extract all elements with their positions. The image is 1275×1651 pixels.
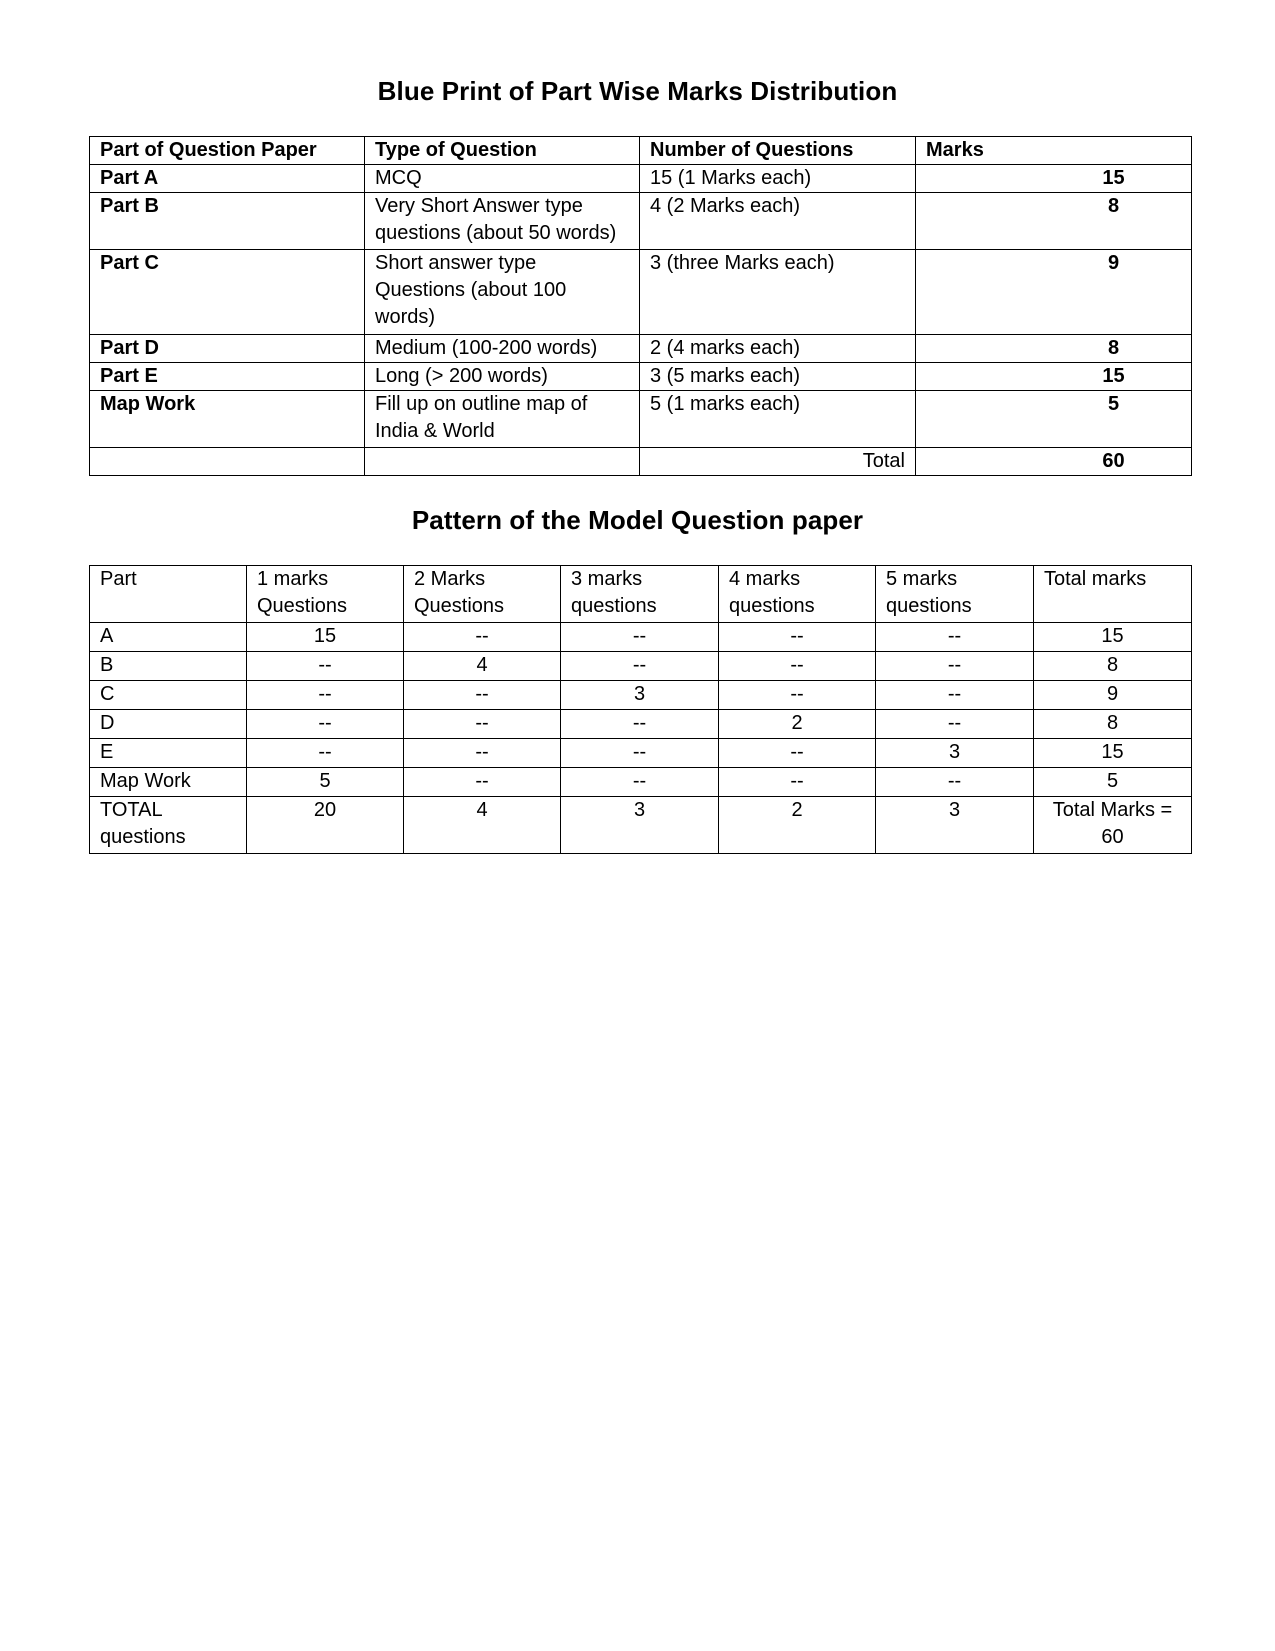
total-label: Total [640, 448, 916, 476]
value-cell: -- [404, 739, 561, 768]
empty-cell [90, 448, 365, 476]
table-header-row [90, 566, 1192, 623]
value-cell: -- [719, 623, 876, 652]
table-row [90, 681, 1192, 710]
table-row [90, 710, 1192, 739]
part-cell: Part B [90, 193, 365, 250]
type-cell: Medium (100-200 words) [365, 335, 640, 363]
total-row [90, 448, 1192, 476]
header-cell: 5 marks questions [876, 566, 1034, 623]
value-cell: -- [719, 768, 876, 797]
value-cell: -- [247, 681, 404, 710]
value-cell: -- [561, 768, 719, 797]
type-cell: Long (> 200 words) [365, 363, 640, 391]
value-cell: 3 [561, 681, 719, 710]
value-cell: -- [719, 739, 876, 768]
number-cell: 3 (three Marks each) [640, 250, 916, 335]
total-value: 60 [916, 448, 1192, 476]
blueprint-table [89, 136, 1192, 476]
type-cell: MCQ [365, 165, 640, 193]
table-row [90, 768, 1192, 797]
value-cell: -- [247, 739, 404, 768]
total-row [90, 797, 1192, 854]
blueprint-title: Blue Print of Part Wise Marks Distribution [377, 76, 898, 106]
pattern-title: Pattern of the Model Question paper [411, 505, 864, 535]
part-cell: C [90, 681, 247, 710]
pattern-table [89, 565, 1192, 854]
part-cell: Map Work [90, 768, 247, 797]
part-cell: B [90, 652, 247, 681]
value-cell: -- [561, 623, 719, 652]
part-cell: Part E [90, 363, 365, 391]
part-cell: Part C [90, 250, 365, 335]
value-cell: 15 [247, 623, 404, 652]
value-cell: -- [404, 710, 561, 739]
header-cell: Marks [916, 137, 1192, 165]
value-cell: -- [876, 652, 1034, 681]
total-cell: 5 [1034, 768, 1192, 797]
value-cell: -- [876, 768, 1034, 797]
table-row [90, 391, 1192, 448]
type-cell: Short answer type Questions (about 100 words) [365, 250, 640, 335]
value-cell: 20 [247, 797, 404, 854]
value-cell: 3 [561, 797, 719, 854]
value-cell: -- [404, 623, 561, 652]
total-cell: 8 [1034, 710, 1192, 739]
marks-cell: 15 [916, 165, 1192, 193]
table-row [90, 250, 1192, 335]
marks-cell: 9 [916, 250, 1192, 335]
marks-cell: 8 [916, 193, 1192, 250]
table-row [90, 739, 1192, 768]
table-row [90, 193, 1192, 250]
table-header-row [90, 137, 1192, 165]
total-cell: 15 [1034, 739, 1192, 768]
part-cell: D [90, 710, 247, 739]
value-cell: 3 [876, 797, 1034, 854]
value-cell: -- [404, 768, 561, 797]
value-cell: -- [404, 681, 561, 710]
header-cell: Total marks [1034, 566, 1192, 623]
value-cell: -- [719, 652, 876, 681]
number-cell: 2 (4 marks each) [640, 335, 916, 363]
value-cell: -- [247, 652, 404, 681]
type-cell: Very Short Answer type questions (about 50 words) [365, 193, 640, 250]
table-row [90, 652, 1192, 681]
value-cell: -- [719, 681, 876, 710]
marks-cell: 15 [916, 363, 1192, 391]
value-cell: -- [561, 710, 719, 739]
marks-cell: 5 [916, 391, 1192, 448]
part-cell: Part D [90, 335, 365, 363]
number-cell: 4 (2 Marks each) [640, 193, 916, 250]
table-row [90, 363, 1192, 391]
value-cell: 3 [876, 739, 1034, 768]
value-cell: -- [876, 710, 1034, 739]
marks-cell: 8 [916, 335, 1192, 363]
value-cell: -- [876, 623, 1034, 652]
part-cell: Map Work [90, 391, 365, 448]
value-cell: -- [876, 681, 1034, 710]
table-row [90, 623, 1192, 652]
value-cell: 4 [404, 797, 561, 854]
part-cell: A [90, 623, 247, 652]
header-cell: Number of Questions [640, 137, 916, 165]
value-cell: 2 [719, 710, 876, 739]
header-cell: Type of Question [365, 137, 640, 165]
value-cell: -- [561, 739, 719, 768]
header-cell: 2 Marks Questions [404, 566, 561, 623]
total-cell: 9 [1034, 681, 1192, 710]
total-cell: 8 [1034, 652, 1192, 681]
value-cell: 4 [404, 652, 561, 681]
value-cell: 5 [247, 768, 404, 797]
type-cell: Fill up on outline map of India & World [365, 391, 640, 448]
value-cell: -- [561, 652, 719, 681]
empty-cell [365, 448, 640, 476]
number-cell: 5 (1 marks each) [640, 391, 916, 448]
part-cell: Part A [90, 165, 365, 193]
part-cell: E [90, 739, 247, 768]
header-cell: 3 marks questions [561, 566, 719, 623]
value-cell: -- [247, 710, 404, 739]
table-row [90, 165, 1192, 193]
total-cell: Total Marks = 60 [1034, 797, 1192, 854]
value-cell: 2 [719, 797, 876, 854]
total-cell: 15 [1034, 623, 1192, 652]
header-cell: Part [90, 566, 247, 623]
header-cell: 1 marks Questions [247, 566, 404, 623]
header-cell: Part of Question Paper [90, 137, 365, 165]
table-row [90, 335, 1192, 363]
part-cell: TOTAL questions [90, 797, 247, 854]
header-cell: 4 marks questions [719, 566, 876, 623]
number-cell: 15 (1 Marks each) [640, 165, 916, 193]
number-cell: 3 (5 marks each) [640, 363, 916, 391]
